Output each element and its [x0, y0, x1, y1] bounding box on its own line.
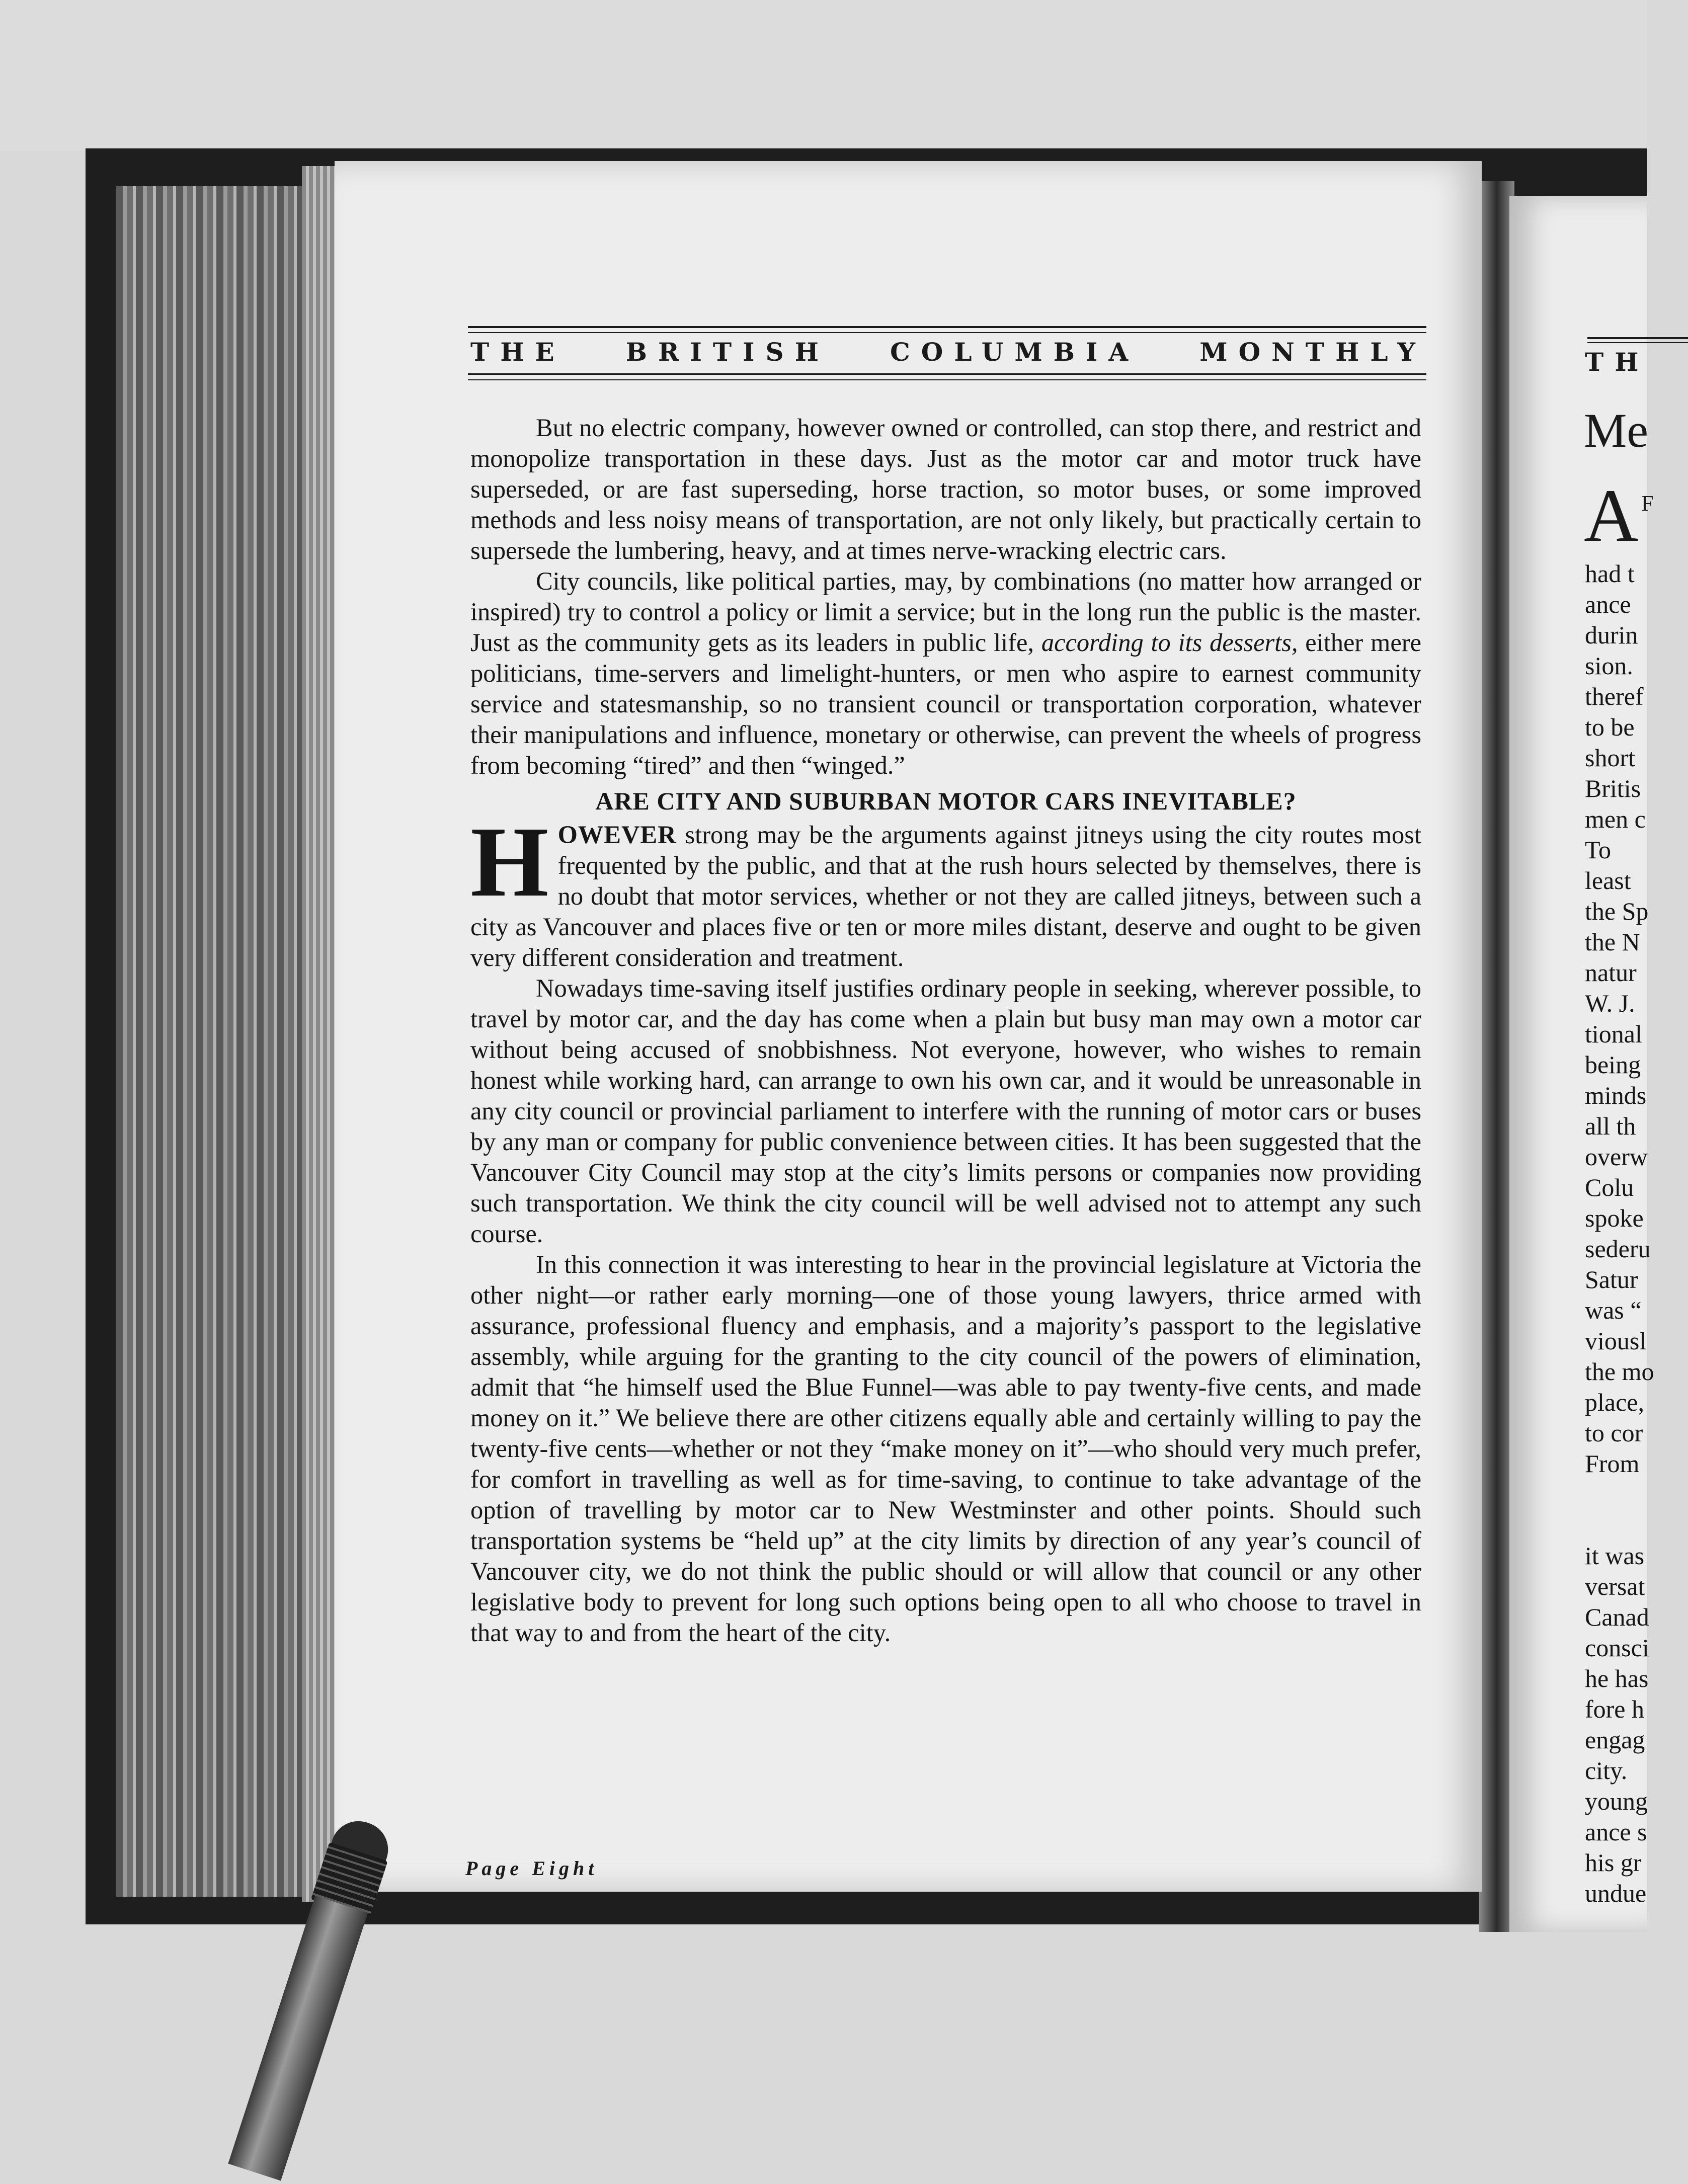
right-page-line: had t: [1585, 559, 1635, 588]
header-rule-bottom-thin: [468, 379, 1426, 380]
italic-phrase: according to its desserts,: [1041, 628, 1298, 657]
paragraph: In this connection it was interesting to hear in the provincial legislature at Victoria the other night—or rather early morning—one of those young lawyers, thrice armed with assurance, professional fluency and emphasis, and a majority’s passport to the legislative assembly, while arguing for the granting to the city council of the powers of elimination, admit that “he himself used the Blue Funnel—was able to pay twenty-five cents, and made money on it.” We believe there are other citizens equally able and certainly willing to pay the twenty-five cents—whether or not they “make money on it”—who should very much prefer, for comfort in travelling as well as for time-saving, to continue to take advantage of the option of travelling by motor car to New Westminster and other points. Should such transportation systems be “held up” at the city limits by direction of any year’s council of Vancouver city, we do not think the public should or will allow that council or any other legislative body to prevent for long such options being open to all who choose to travel in that way to and from the heart of the city.: [470, 1250, 1421, 1647]
lead-word: OWEVER: [557, 821, 677, 849]
header-rule-top: [468, 326, 1426, 328]
right-page-line: Satur: [1585, 1265, 1638, 1293]
paragraph-text: strong may be the arguments against jitneys using the city routes most frequented by the public, and that at the rush hours selected by themselves, there is no doubt that motor services, whether or not they are called jitneys, between such a city as Vancouver and places five or ten or more miles distant, deserve and ought to be given very different consideration and treatment.: [470, 821, 1421, 972]
right-drop-cap: A: [1584, 474, 1639, 557]
right-page-line: ance: [1585, 590, 1631, 618]
page-number: Page Eight: [465, 1857, 598, 1880]
right-page-line: engag: [1585, 1726, 1645, 1754]
running-head: [470, 337, 1426, 367]
paragraph-text: either mere politicians, time-servers and limelight-hunters, or men who aspire to earnest community service and statesmanship, so no transient council or transportation corporation, whatever their manipulations and influence, monetary or otherwise, can prevent the wheels of progress from becoming “tired” and then “winged.”: [470, 628, 1421, 779]
paragraph: [470, 806, 1421, 973]
right-page-line: Colu: [1585, 1173, 1634, 1201]
right-page-line: ance s: [1585, 1818, 1647, 1846]
right-page-line: theref: [1585, 682, 1644, 710]
right-page-line: versat: [1585, 1572, 1645, 1600]
right-page-line: the N: [1585, 928, 1640, 956]
right-page-line: fore h: [1585, 1695, 1644, 1723]
right-page-line: sederu: [1585, 1235, 1651, 1263]
running-head-word: BRITISH: [625, 337, 830, 367]
right-page-line: minds: [1585, 1081, 1647, 1109]
right-page-line: place,: [1585, 1388, 1644, 1416]
right-page-line: the Sp: [1585, 897, 1649, 925]
right-page-line: to cor: [1585, 1419, 1643, 1447]
right-page-line: men c: [1585, 805, 1646, 833]
scan-background: [0, 0, 1647, 151]
right-article-title: Me: [1584, 403, 1648, 457]
right-page-line: overw: [1585, 1143, 1648, 1171]
header-rule-bottom: [468, 373, 1426, 375]
running-head-word: MONTHLY: [1199, 337, 1426, 367]
right-page-line: durin: [1585, 621, 1638, 649]
paragraph: [470, 566, 1421, 781]
right-page-line: it was: [1585, 1542, 1645, 1570]
right-page-line: W. J.: [1585, 989, 1635, 1017]
right-running-head: TH: [1585, 347, 1650, 377]
right-page-lines: [1585, 558, 1654, 1909]
right-page-line: spoke: [1585, 1204, 1644, 1232]
running-head-word: THE: [470, 337, 566, 367]
right-page-line: young: [1585, 1787, 1648, 1815]
drop-cap: H: [470, 806, 549, 918]
header-rule-top-thin: [468, 332, 1426, 333]
pencil-body: [228, 1896, 368, 2181]
article-body: [470, 413, 1421, 1648]
right-lead-letter: F: [1641, 491, 1654, 516]
right-page-line: viousl: [1585, 1327, 1647, 1355]
right-page-line: his gr: [1585, 1848, 1642, 1877]
right-page-line: being: [1585, 1050, 1641, 1079]
paragraph: Nowadays time-saving itself justifies ordinary people in seeking, wherever possible, to travel by motor car, and the day has come when a plain but busy man may own a motor car without being accused of snobbishness. Not everyone, however, who wishes to remain honest while working hard, can arrange to own his own car, and it would be unreasonable in any city council or provincial parliament to interfere with the running of motor cars or buses by any man or company for public convenience between cities. It has been suggested that the Vancouver City Council may stop at the city’s limits persons or companies now providing such transportation. We think the city council will be well advised not to attempt any such course.: [470, 974, 1421, 1248]
right-running-head-rules: [1587, 337, 1688, 343]
right-page-line: he has: [1585, 1664, 1649, 1692]
right-page: [1509, 196, 1654, 1932]
running-head-word: COLUMBIA: [890, 337, 1140, 367]
right-page-line: short: [1585, 744, 1635, 772]
right-page-line: consci: [1585, 1634, 1649, 1662]
right-page-line: natur: [1585, 958, 1637, 987]
right-page-line: To: [1585, 836, 1612, 864]
right-page-gap: [1585, 1479, 1654, 1541]
right-page-line: sion.: [1585, 652, 1633, 680]
paragraph-text: City councils, like political parties, may, by combinations (no matter how arranged or inspired) try to control a policy or limit a service; but in the long run the public is the master. Just as the community gets as its leaders in public life,: [470, 567, 1421, 657]
right-page-line: the mo: [1585, 1357, 1654, 1386]
right-page-line: tional: [1585, 1020, 1642, 1048]
right-page-line: city.: [1585, 1756, 1628, 1785]
right-page-line: least: [1585, 866, 1631, 895]
right-page-line: to be: [1585, 713, 1635, 741]
paragraph: But no electric company, however owned or controlled, can stop there, and restrict and monopolize transportation in these days. Just as the motor car and motor truck have superseded, or are fast superseding, horse traction, so motor buses, or some improved methods and less noisy means of transportation, are not only likely, but practically certain to supersede the lumbering, heavy, and at times nerve-wracking electric cars.: [470, 414, 1421, 564]
section-heading: ARE CITY AND SUBURBAN MOTOR CARS INEVITABLE?: [595, 787, 1297, 815]
right-page-line: undue: [1585, 1879, 1647, 1907]
right-page-line: Britis: [1585, 774, 1641, 802]
right-page-line: From: [1585, 1449, 1640, 1478]
right-page-line: all th: [1585, 1112, 1636, 1140]
right-page-line: Canad: [1585, 1603, 1649, 1631]
right-page-line: was “: [1585, 1296, 1642, 1324]
